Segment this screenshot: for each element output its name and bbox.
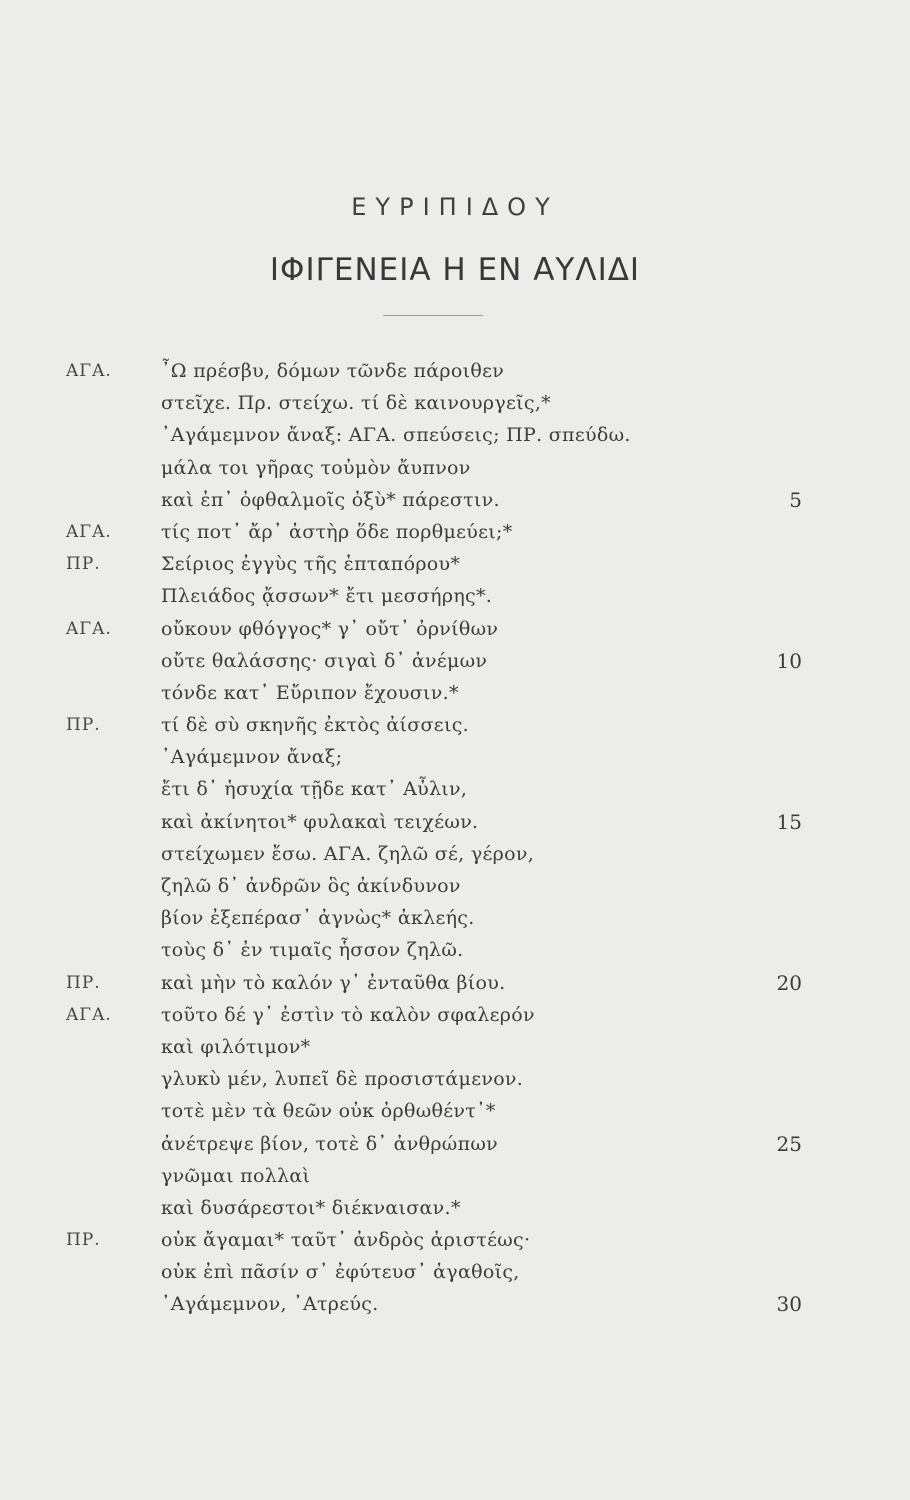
verse-line <box>0 387 910 419</box>
verse-text: γνῶμαι πολλαὶ <box>161 1164 311 1187</box>
verse-text: καὶ φιλότιμον* <box>161 1035 311 1058</box>
author-heading: ΕΥΡΙΠΙΔΟΥ <box>351 193 559 221</box>
verse-line <box>0 709 910 741</box>
verse-text: οὐκ ἄγαμαι* ταῦτ᾿ ἀνδρὸς ἀριστέως· <box>161 1229 531 1252</box>
verse-line <box>0 1031 910 1063</box>
verse-line <box>0 1095 910 1127</box>
verse-text: ῏Ω πρέσβυ, δόμων τῶνδε πάροιθεν <box>161 360 505 382</box>
line-number: 15 <box>776 809 802 834</box>
verse-text: οὔκουν φθόγγος* γ᾿ οὔτ᾿ ὀρνίθων <box>161 617 499 640</box>
verse-text: ἀνέτρεψε βίον, τοτὲ δ᾿ ἀνθρώπων <box>161 1132 499 1155</box>
line-number: 30 <box>776 1292 802 1317</box>
verse-text: μάλα τοι γῆρας τοὐμὸν ἄυπνον <box>161 456 471 479</box>
speaker-label: ΑΓΑ. <box>66 361 112 381</box>
verse-line <box>0 773 910 805</box>
verse-line <box>0 580 910 612</box>
verse-line <box>0 1192 910 1224</box>
verse-text: Σείριος ἐγγὺς τῆς ἑπταπόρου* <box>161 553 461 576</box>
verse-text: ᾿Αγάμεμνον ἄναξ: ΑΓΑ. σπεύσεις; ΠΡ. σπεύδω. <box>161 424 631 447</box>
verse-text: καὶ μὴν τὸ καλόν γ᾿ ἐνταῦθα βίου. <box>161 971 506 994</box>
verse-text: βίον ἐξεπέρασ᾿ ἀγνὼς* ἀκλεής. <box>161 907 475 930</box>
speaker-label: ΑΓΑ. <box>66 1004 112 1025</box>
verse-text: τίς ποτ᾿ ἄρ᾿ ἀστὴρ ὅδε πορθμεύει;* <box>161 520 513 543</box>
verse-text: καὶ ἐπ᾿ ὀφθαλμοῖς ὀξὺ* πάρεστιν. <box>161 488 500 511</box>
speaker-label: ΠΡ. <box>66 972 101 993</box>
verse-text: στεῖχε. Πρ. στείχω. τί δὲ καινουργεῖς,* <box>161 392 551 415</box>
line-number: 20 <box>776 970 802 995</box>
verse-text: οὐκ ἐπὶ πᾶσίν σ᾿ ἐφύτευσ᾿ ἀγαθοῖς, <box>161 1261 520 1284</box>
verse-line <box>0 613 910 645</box>
verse-text: ἔτι δ᾿ ἡσυχία τῇδε κατ᾿ Αὖλιν, <box>161 778 468 801</box>
verse-text: καὶ ἀκίνητοι* φυλακαὶ τειχέων. <box>161 810 479 833</box>
line-number: 10 <box>776 648 802 673</box>
verse-text: τόνδε κατ᾿ Εὔριπον ἔχουσιν.* <box>161 681 459 704</box>
verse-text: οὔτε θαλάσσης· σιγαὶ δ᾿ ἀνέμων <box>161 649 488 672</box>
verse-line <box>0 452 910 484</box>
line-number: 5 <box>789 487 802 512</box>
speaker-label: ΠΡ. <box>66 1230 101 1251</box>
verse-line <box>0 838 910 870</box>
verse-text: καὶ δυσάρεστοι* διέκναισαν.* <box>161 1196 461 1219</box>
verse-text: ᾿Αγάμεμνον ἄναξ; <box>161 746 343 769</box>
verse-text: τοτὲ μὲν τὰ θεῶν οὐκ ὀρθωθέντ᾿* <box>161 1100 496 1123</box>
verse-line <box>0 516 910 548</box>
verse-text: γλυκὺ μέν, λυπεῖ δὲ προσιστάμενον. <box>161 1068 524 1091</box>
play-title: ΙΦΙΓΕΝΕΙΑ Η ΕΝ ΑΥΛΙΔΙ <box>269 252 641 288</box>
verse-line <box>0 484 910 516</box>
verse-line <box>0 1256 910 1288</box>
verse-line <box>0 1224 910 1256</box>
verse-line <box>0 355 910 387</box>
verse-block <box>0 355 910 1321</box>
verse-line <box>0 419 910 451</box>
verse-line <box>0 1063 910 1095</box>
verse-line <box>0 967 910 999</box>
speaker-label: ΠΡ. <box>66 554 101 575</box>
verse-line <box>0 1160 910 1192</box>
verse-line <box>0 677 910 709</box>
verse-text: στείχωμεν ἔσω. ΑΓΑ. ζηλῶ σέ, γέρον, <box>161 842 535 865</box>
verse-line <box>0 645 910 677</box>
verse-line <box>0 741 910 773</box>
verse-text: τοῦτο δέ γ᾿ ἐστὶν τὸ καλὸν σφαλερόν <box>161 1003 535 1026</box>
verse-line <box>0 1288 910 1320</box>
verse-text: Πλειάδος ᾄσσων* ἔτι μεσσήρης*. <box>161 585 493 608</box>
verse-line <box>0 548 910 580</box>
title-divider <box>383 315 483 316</box>
line-number: 25 <box>776 1131 802 1156</box>
verse-line <box>0 1128 910 1160</box>
speaker-label: ΠΡ. <box>66 715 101 736</box>
verse-line <box>0 806 910 838</box>
verse-text: ζηλῶ δ᾿ ἀνδρῶν ὃς ἀκίνδυνον <box>161 875 461 897</box>
verse-line <box>0 902 910 934</box>
verse-line <box>0 870 910 902</box>
verse-text: τί δὲ σὺ σκηνῆς ἐκτὸς ἀίσσεις. <box>161 714 469 737</box>
verse-line <box>0 934 910 966</box>
speaker-label: ΑΓΑ. <box>66 521 112 542</box>
verse-text: ᾿Αγάμεμνον, ᾿Ατρεύς. <box>161 1293 379 1316</box>
verse-line <box>0 999 910 1031</box>
speaker-label: ΑΓΑ. <box>66 618 112 639</box>
verse-text: τοὺς δ᾿ ἐν τιμαῖς ἧσσον ζηλῶ. <box>161 939 464 962</box>
